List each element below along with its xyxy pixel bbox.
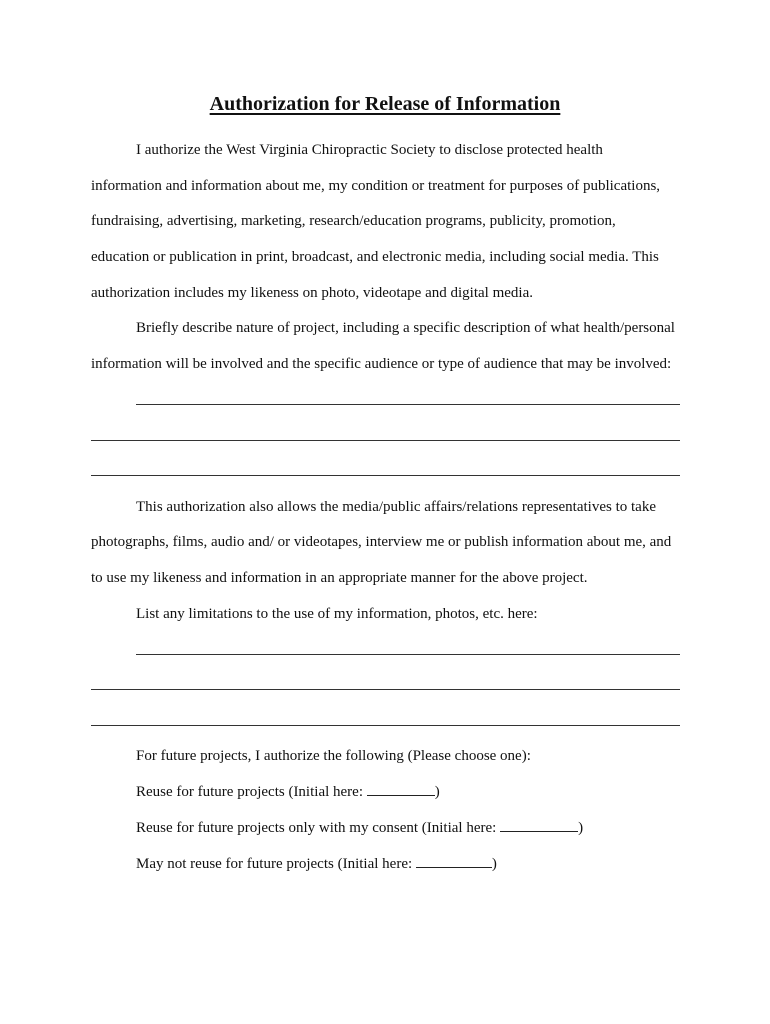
option-reuse-close: ) xyxy=(434,784,440,800)
option-reuse xyxy=(136,782,440,802)
option-consent-close: ) xyxy=(578,820,584,836)
project-description-line-2[interactable] xyxy=(91,440,680,441)
paragraph1-line-3: fundraising, advertising, marketing, research/education programs, publicity, promotion, xyxy=(91,213,616,229)
option-reuse-with-consent xyxy=(136,818,583,838)
option-no-reuse-label: May not reuse for future projects (Initial here: xyxy=(136,856,416,872)
paragraph2-line-1: Briefly describe nature of project, including a specific description of what health/personal xyxy=(136,320,675,336)
limitations-prompt: List any limitations to the use of my information, photos, etc. here: xyxy=(136,606,538,622)
paragraph1-line-2: information and information about me, my condition or treatment for purposes of publications, xyxy=(91,178,661,194)
initial-field-reuse[interactable] xyxy=(367,783,435,796)
option-no-reuse xyxy=(136,854,497,874)
limitations-line-2[interactable] xyxy=(91,689,680,690)
paragraph1-line-1: I authorize the West Virginia Chiropractic Society to disclose protected health xyxy=(136,142,603,158)
paragraph1-line-5: authorization includes my likeness on photo, videotape and digital media. xyxy=(91,285,533,301)
paragraph2-line-2: information will be involved and the specific audience or type of audience that may be involved: xyxy=(91,356,672,372)
project-description-line-3[interactable] xyxy=(91,475,680,476)
option-reuse-label: Reuse for future projects (Initial here: xyxy=(136,784,367,800)
paragraph3-line-1: This authorization also allows the media/public affairs/relations representatives to take xyxy=(136,499,656,515)
project-description-line-1[interactable] xyxy=(136,404,680,405)
initial-field-no-reuse[interactable] xyxy=(416,855,492,868)
limitations-line-1[interactable] xyxy=(136,654,680,655)
limitations-line-3[interactable] xyxy=(91,725,680,726)
paragraph3-line-3: to use my likeness and information in an appropriate manner for the above project. xyxy=(91,570,588,586)
option-consent-label: Reuse for future projects only with my consent (Initial here: xyxy=(136,820,501,836)
paragraph1-line-4: education or publication in print, broadcast, and electronic media, including social media. This xyxy=(91,249,659,265)
future-projects-intro: For future projects, I authorize the following (Please choose one): xyxy=(136,748,531,764)
document-title: Authorization for Release of Information xyxy=(209,93,561,115)
option-no-reuse-close: ) xyxy=(491,856,497,872)
paragraph3-line-2: photographs, films, audio and/ or videotapes, interview me or publish information about me, and xyxy=(91,534,672,550)
initial-field-consent[interactable] xyxy=(500,819,578,832)
